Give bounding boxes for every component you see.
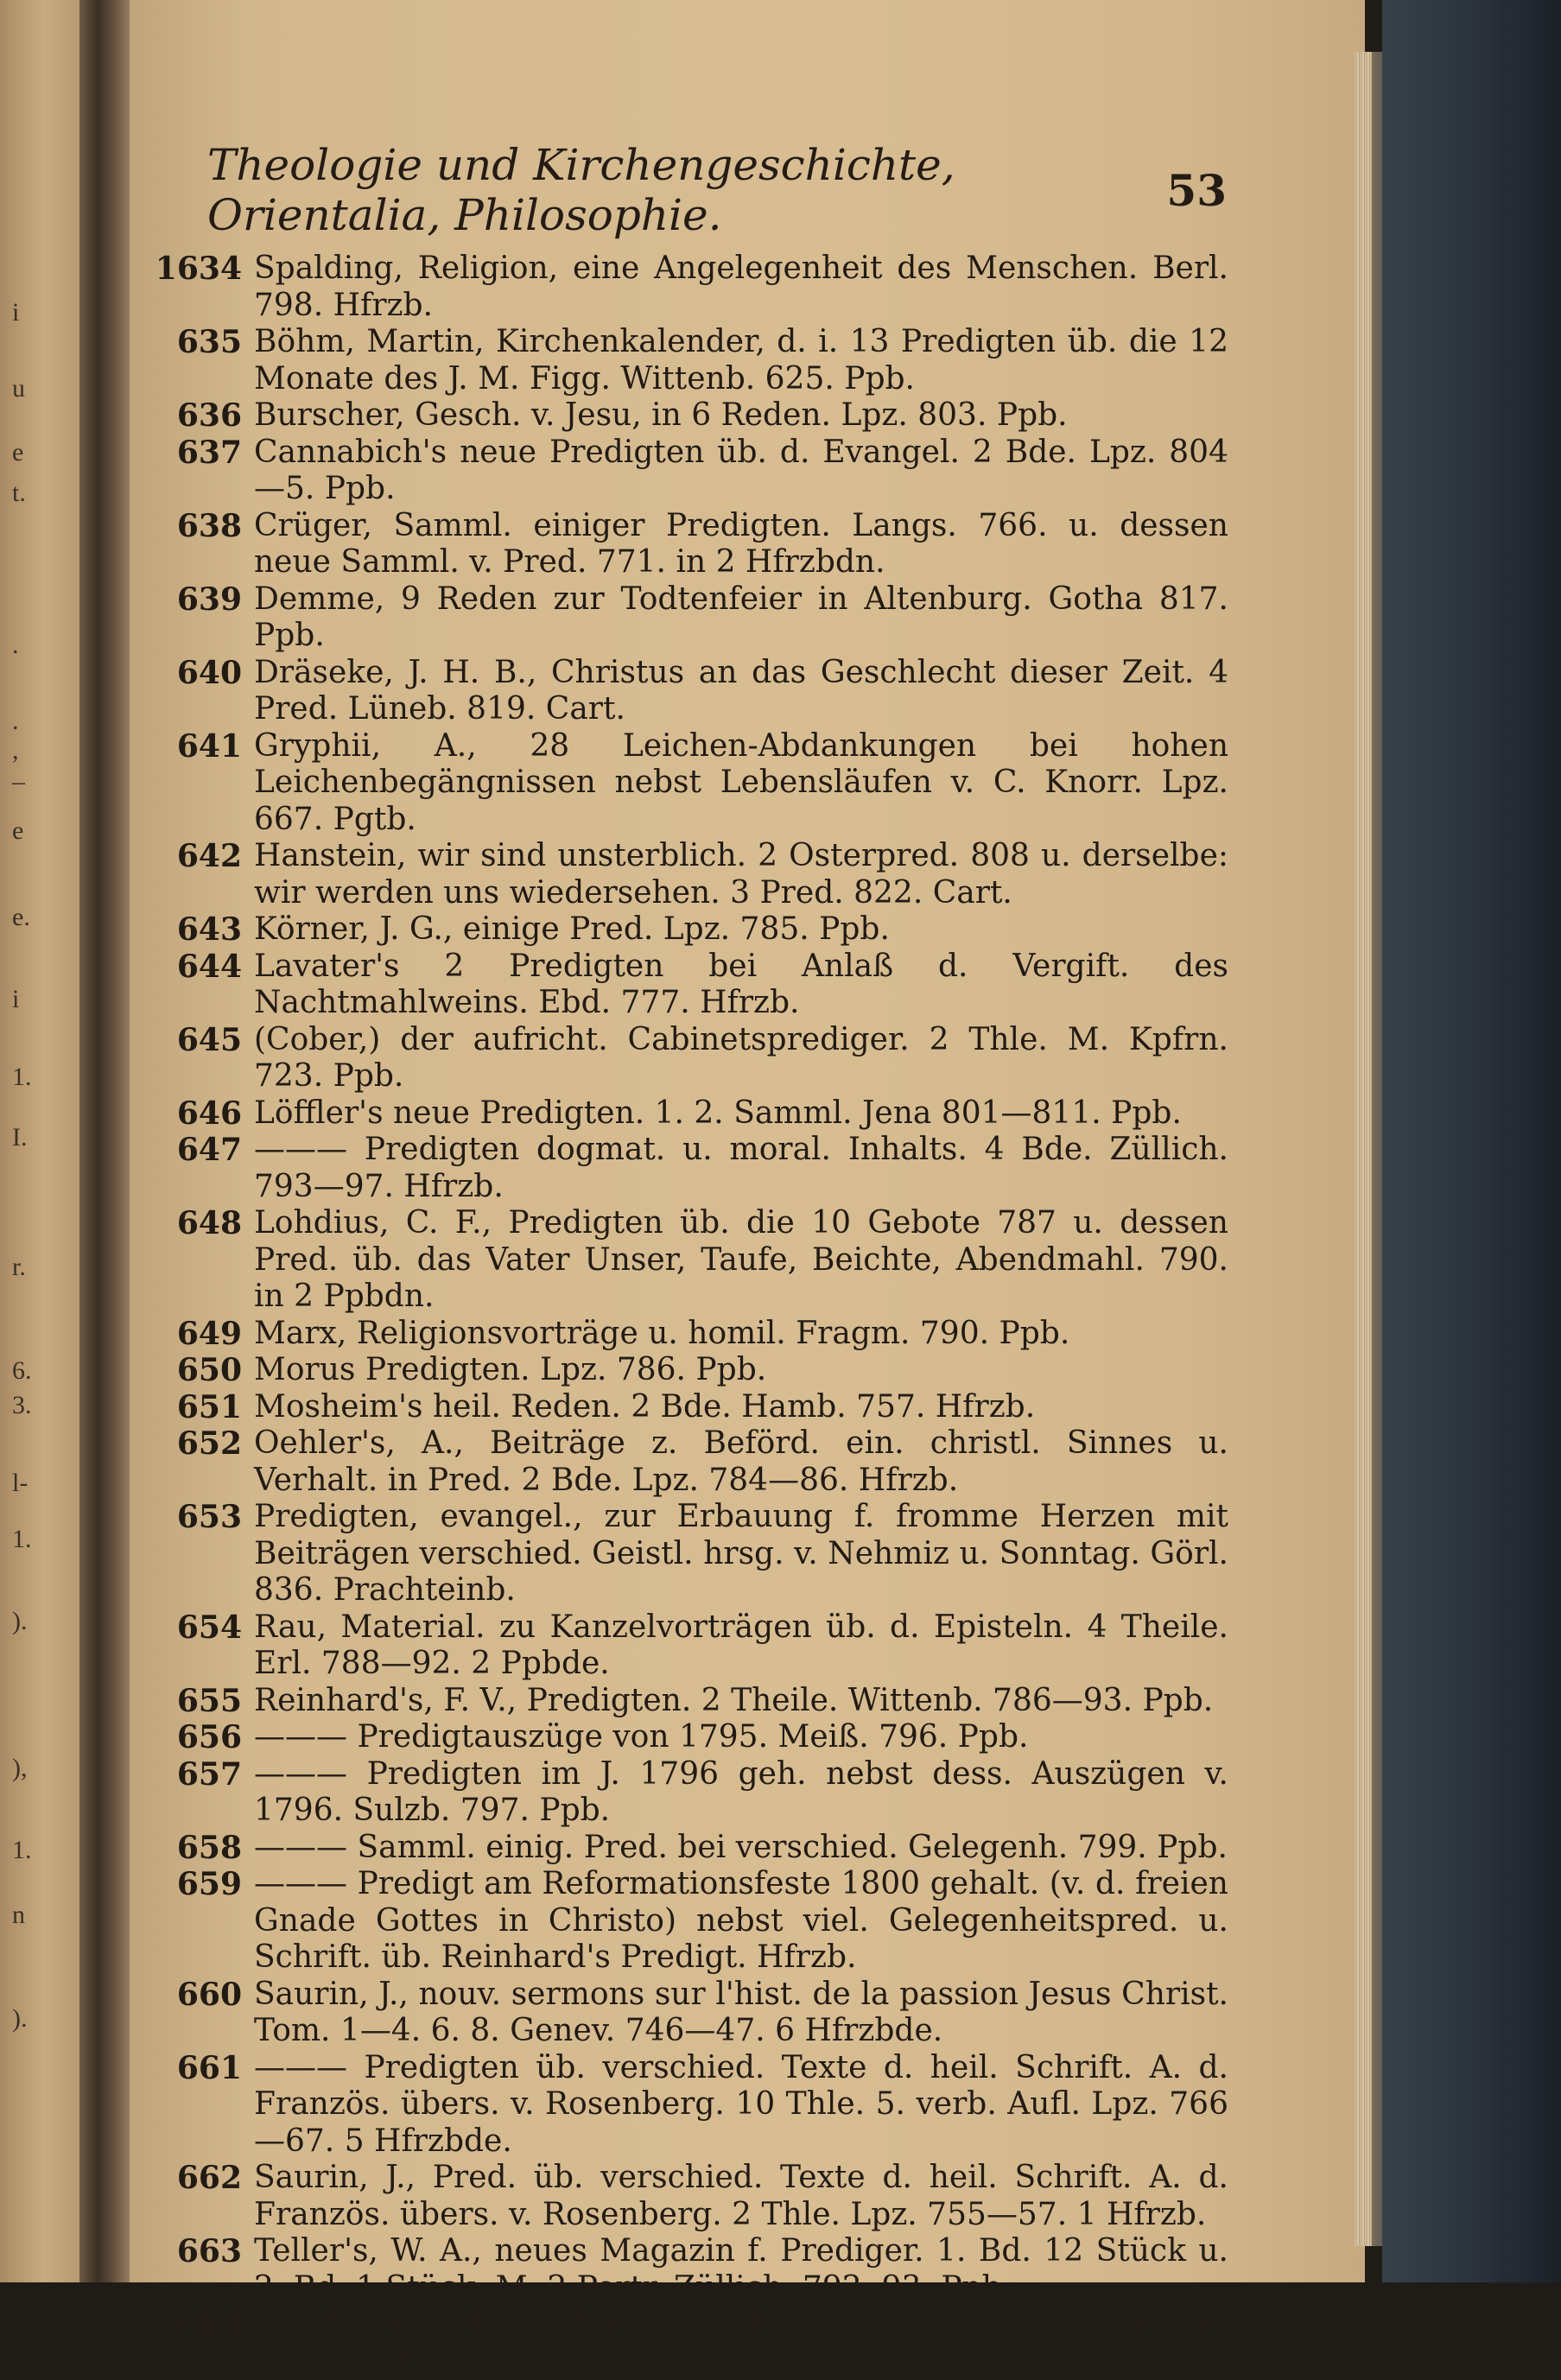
left-page-fragment: I. [12,1123,28,1152]
entry-text: Saurin, J., nouv. sermons sur l'hist. de la passion Jesus Christ. Tom. 1—4. 6. 8. Genev. 746—47. 6 Hfrzbde. [254,1976,1228,2048]
catalog-entry [149,655,1228,728]
entry-text: Hanstein, wir sind unsterblich. 2 Osterpred. 808 u. derselbe: wir werden uns wiedersehen. 3 Pred. 822. Cart. [254,838,1228,911]
left-page-fragment: r. [12,1253,26,1281]
catalog-entry [149,1609,1228,1683]
left-page-fragment: e [12,438,24,466]
entry-number: 657 [176,1755,242,1793]
entry-text: ——— Samml. einig. Pred. bei verschied. Gelegenh. 799. Ppb. [254,1829,1228,1865]
entry-text: Dräseke, J. H. B., Christus an das Geschlecht dieser Zeit. 4 Pred. Lüneb. 819. Cart. [254,654,1228,727]
running-header [207,140,1227,240]
entry-text: Mosheim's heil. Reden. 2 Bde. Hamb. 757. Hfrzb. [254,1388,1036,1425]
entry-text: Burscher, Gesch. v. Jesu, in 6 Reden. Lpz. 803. Ppb. [254,397,1068,433]
entry-number: 1634 [155,251,242,287]
entry-text: Saurin, J., Pred. üb. verschied. Texte d. heil. Schrift. A. d. Französ. übers. v. Rosenberg. 2 Thle. Lpz. 755—57. 1 Hfrzb. [254,2160,1228,2232]
entry-text: Gryphii, A., 28 Leichen-Abdankungen bei hohen Leichenbegängnissen nebst Lebensläufen v. C. Knorr. Lpz. 667. Pgtb. [254,727,1228,837]
entry-text: ——— Predigten im J. 1796 geh. nebst dess. Auszügen v. 1796. Sulzb. 797. Ppb. [254,1755,1228,1828]
left-page-edge [0,0,79,2282]
catalog-entry [149,397,1228,435]
left-page-fragment: e. [12,903,30,931]
entry-text: Böhm, Martin, Kirchenkalender, d. i. 13 Predigten üb. die 12 Monate des J. M. Figg. Wittenb. 625. Ppb. [254,324,1228,397]
left-page-fragment: u [12,374,25,403]
entry-number: 659 [176,1866,242,1902]
catalog-entry [149,1352,1228,1389]
left-page-fragment: n [12,1901,25,1929]
left-page-fragment: 1. [12,1836,32,1864]
entry-text: Morus Predigten. Lpz. 786. Ppb. [254,1352,767,1387]
catalog-entry [149,1719,1228,1756]
entry-number: 646 [176,1095,242,1132]
catalog-entry [149,1756,1228,1830]
catalog-entry [149,838,1228,911]
catalog-entry [149,1425,1228,1499]
header-title: Theologie und Kirchengeschichte, Orientalia, Philosophie. [207,140,955,240]
catalog-entry [149,581,1228,655]
entry-text: Crüger, Samml. einiger Predigten. Langs. 766. u. dessen neue Samml. v. Pred. 771. in 2 Hfrzbdn. [254,507,1228,580]
entry-number: 639 [176,581,242,618]
left-page-fragment: ), [12,1754,28,1782]
entry-text: (Cober,) der aufricht. Cabinetsprediger. 2 Thle. M. Kpfrn. 723. Ppb. [254,1021,1228,1094]
entry-number: 653 [176,1499,242,1535]
entry-number: 638 [176,507,242,544]
entry-text: Oehler's, A., Beiträge z. Beförd. ein. christl. Sinnes u. Verhalt. in Pred. 2 Bde. Lpz. 784—86. Hfrzb. [254,1425,1228,1498]
entry-number: 648 [176,1205,242,1241]
entry-text: Tzschirner's, H. G., Predigten, hrsg. v. J. D. Goldhorn. 4 Bde. 2. verm. Aufl. Lpz. 829. 2 Hfrzbde. [254,2307,1228,2379]
catalog-entry [149,251,1228,324]
entry-number: 643 [176,911,242,948]
entry-number: 637 [176,434,242,471]
catalog-entry [149,1095,1228,1133]
left-page-fragment: . [12,631,19,659]
entry-number: 642 [176,838,242,874]
entry-number: 661 [176,2049,242,2086]
entry-text: Lavater's 2 Predigten bei Anlaß d. Vergift. des Nachtmahlweins. Ebd. 777. Hfrzb. [254,948,1228,1020]
catalog-entry [149,1022,1228,1095]
left-page-fragment: ). [12,2004,28,2033]
entry-text: ——— Predigten üb. verschied. Texte d. heil. Schrift. A. d. Französ. übers. v. Rosenberg. 10 Thle. 5. verb. Aufl. Lpz. 766—67. 5 Hfrzbde. [254,2049,1228,2159]
left-page-fragment: 6. [12,1356,32,1385]
entry-number: 654 [176,1609,242,1646]
catalog-entry [149,324,1228,397]
left-page-fragment: – [12,767,25,796]
book-cover [1382,0,1561,2282]
left-page-fragment: . [12,707,19,735]
left-page-fragment: 1. [12,1063,32,1091]
catalog-entry [149,1866,1228,1977]
entry-text: ——— Predigtauszüge von 1795. Meiß. 796. Ppb. [254,1719,1029,1755]
entry-text: ——— Predigten dogmat. u. moral. Inhalts. 4 Bde. Züllich. 793—97. Hfrzb. [254,1132,1228,1204]
entry-number: 662 [176,2160,242,2196]
entry-text: Demme, 9 Reden zur Todtenfeier in Altenburg. Gotha 817. Ppb. [254,581,1228,653]
entry-number: 644 [176,948,242,985]
catalog-entry [149,728,1228,839]
entry-number: 640 [176,654,242,691]
catalog-entry [149,508,1228,581]
entry-number: 636 [176,397,242,434]
catalog-entries [149,251,1228,2380]
entry-text: Rau, Material. zu Kanzelvorträgen üb. d. Episteln. 4 Theile. Erl. 788—92. 2 Ppbde. [254,1609,1228,1681]
catalog-entry [149,1316,1228,1353]
entry-number: 647 [176,1132,242,1168]
catalog-entry [149,1132,1228,1205]
catalog-entry [149,2050,1228,2161]
left-page-fragment: i [12,985,20,1013]
entry-text: Lohdius, C. F., Predigten üb. die 10 Gebote 787 u. dessen Pred. üb. das Vater Unser, Taufe, Beichte, Abendmahl. 790. in 2 Ppbdn. [254,1205,1228,1314]
catalog-entry [149,2160,1228,2233]
left-page-fragment: i [12,298,20,327]
left-page-fragment: l- [12,1469,29,1497]
entry-text: Marx, Religionsvorträge u. homil. Fragm. 790. Ppb. [254,1315,1070,1351]
left-page-fragment: , [12,736,19,765]
entry-number: 652 [176,1425,242,1462]
catalog-entry [149,949,1228,1022]
entry-number: 645 [176,1021,242,1058]
entry-number: 635 [176,324,242,360]
left-page-fragment: 1. [12,1525,32,1553]
catalog-entry [149,1830,1228,1867]
entry-text: Spalding, Religion, eine Angelegenheit des Menschen. Berl. 798. Hfrzb. [254,251,1228,323]
catalog-entry [149,2233,1228,2307]
entry-number: 658 [176,1829,242,1866]
entry-text: ——— Predigt am Reformationsfeste 1800 gehalt. (v. d. freien Gnade Gottes in Christo) nebst viel. Gelegenheitspred. u. Schrift. üb. Reinhard's Predigt. Hfrzb. [254,1866,1228,1975]
entry-number: 660 [176,1976,242,2013]
entry-number: 650 [176,1352,242,1388]
catalog-entry [149,1389,1228,1426]
catalog-entry [149,1205,1228,1316]
left-page-fragment: ). [12,1607,28,1635]
catalog-entry [149,435,1228,508]
catalog-entry [149,2307,1228,2380]
catalog-entry [149,1683,1228,1720]
left-page-fragment: t. [12,479,26,507]
entry-number: 664 [176,2307,242,2343]
entry-text: Cannabich's neue Predigten üb. d. Evangel. 2 Bde. Lpz. 804—5. Ppb. [254,434,1228,506]
entry-text: Predigten, evangel., zur Erbauung f. fromme Herzen mit Beiträgen verschied. Geistl. hrsg. v. Nehmiz u. Sonntag. Görl. 836. Prachteinb. [254,1499,1228,1608]
entry-number: 656 [176,1719,242,1755]
entry-number: 663 [176,2233,242,2269]
left-page-fragment: e [12,816,24,845]
entry-number: 655 [176,1682,242,1719]
entry-number: 641 [176,727,242,765]
entry-number: 651 [176,1388,242,1425]
catalog-entry [149,1499,1228,1609]
entry-number: 649 [176,1315,242,1352]
entry-text: Teller's, W. A., neues Magazin f. Prediger. 1. Bd. 12 Stück u. 2. Bd. 1 Stück. M. 2 Portr. Züllich. 792. 93. Ppb. [254,2233,1228,2306]
entry-text: Reinhard's, F. V., Predigten. 2 Theile. Wittenb. 786—93. Ppb. [254,1682,1214,1718]
book-gutter [79,0,131,2282]
entry-text: Löffler's neue Predigten. 1. 2. Samml. Jena 801—811. Ppb. [254,1095,1182,1131]
left-page-fragment: 3. [12,1391,32,1419]
entry-text: Körner, J. G., einige Pred. Lpz. 785. Ppb. [254,911,890,947]
page-number: 53 [1166,164,1227,216]
catalog-entry [149,911,1228,949]
catalog-entry [149,1977,1228,2050]
